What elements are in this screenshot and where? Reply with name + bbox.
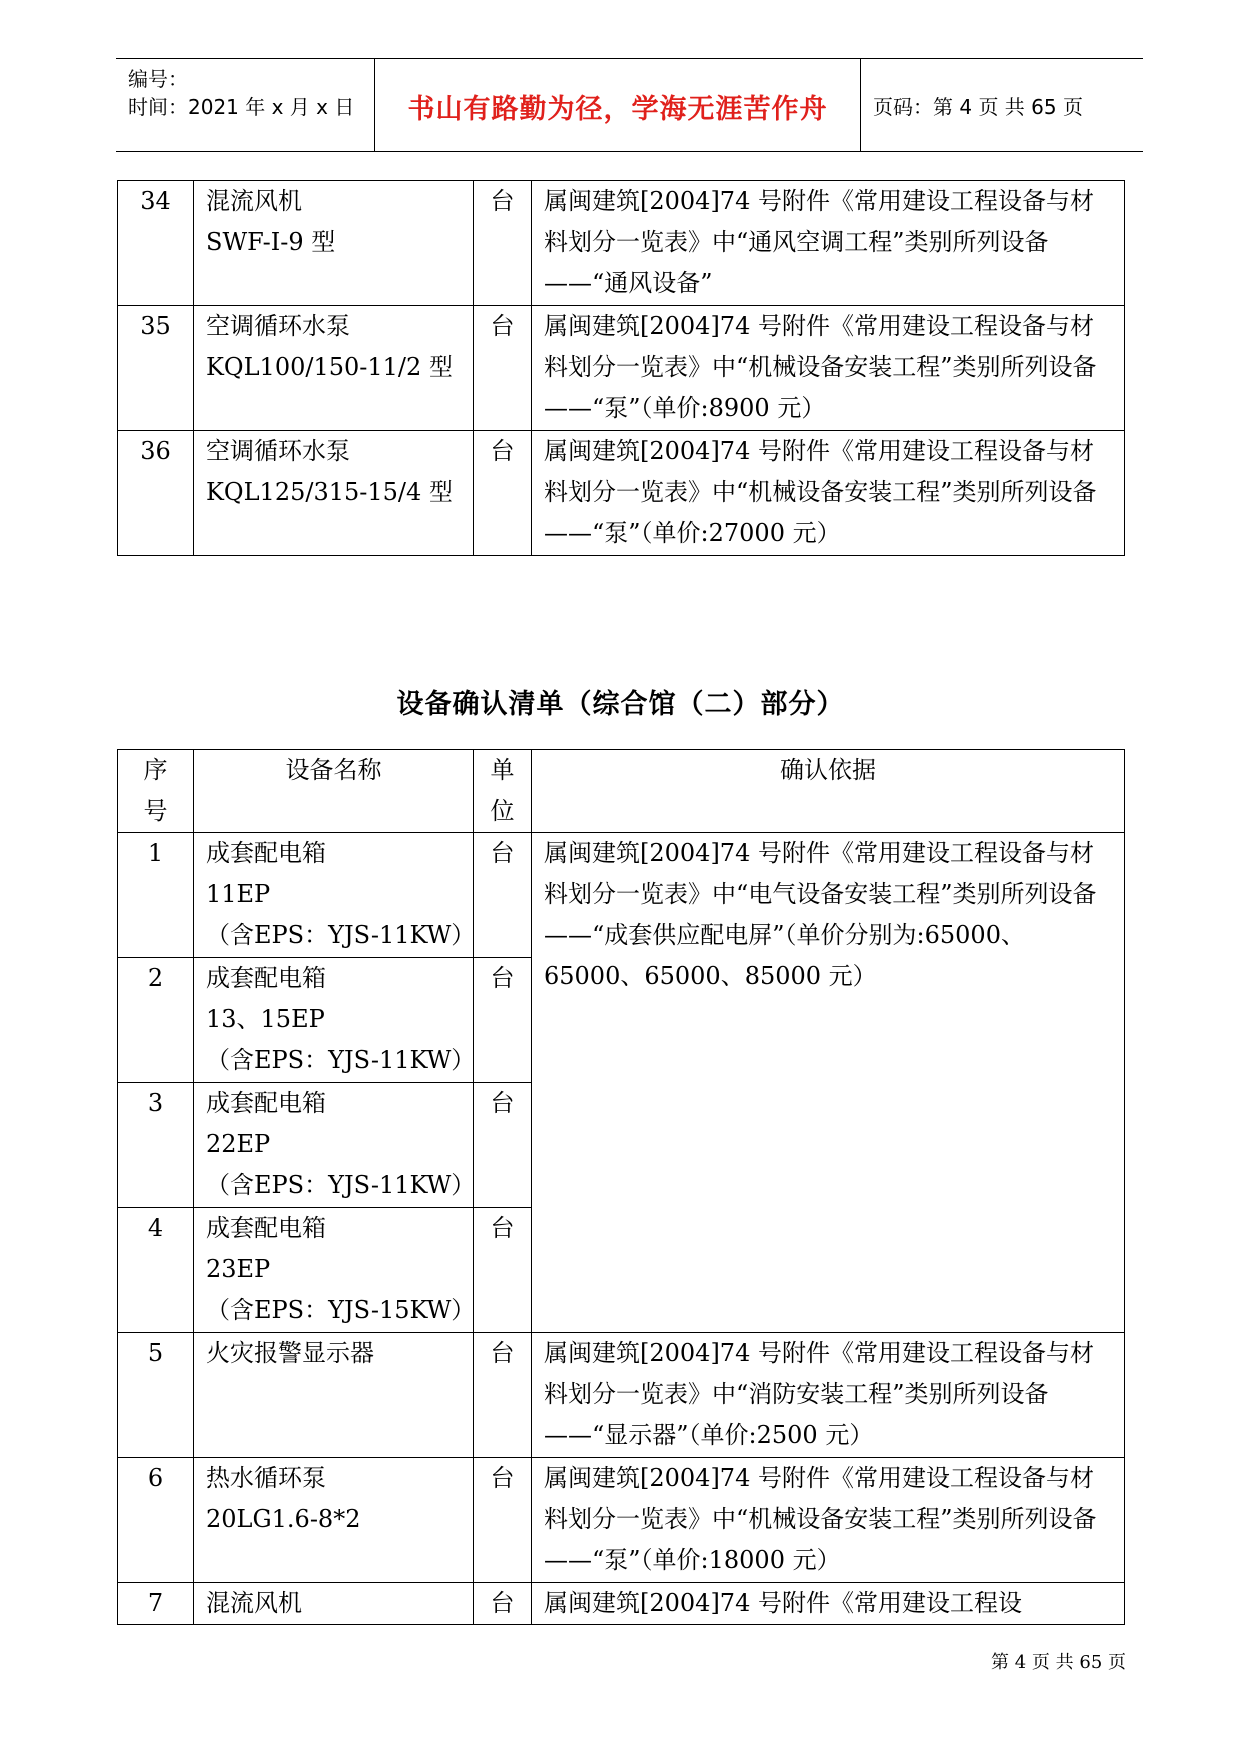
- header-motto-cell: [375, 59, 861, 151]
- row-number: 36: [118, 431, 194, 556]
- unit: 台: [474, 1208, 532, 1333]
- equipment-name: 混流风机: [194, 1583, 474, 1625]
- header-unit: 单 位: [474, 750, 532, 833]
- unit: 台: [474, 1458, 532, 1583]
- page-header: [116, 58, 1143, 152]
- row-number: 2: [118, 958, 194, 1083]
- row-number: 34: [118, 181, 194, 306]
- unit: 台: [474, 1583, 532, 1625]
- page-label: 页码：第 4 页 共 65 页: [873, 95, 1083, 119]
- unit: 台: [474, 431, 532, 556]
- basis: 属闽建筑[2004]74 号附件《常用建设工程设: [532, 1583, 1125, 1625]
- equipment-name: 混流风机 SWF-I-9 型: [194, 181, 474, 306]
- equipment-name: 成套配电箱 22EP （含EPS：YJS-11KW）: [194, 1083, 474, 1208]
- row-number: 4: [118, 1208, 194, 1333]
- unit: 台: [474, 833, 532, 958]
- equipment-name: 空调循环水泵 KQL100/150-11/2 型: [194, 306, 474, 431]
- table-row: [118, 306, 1125, 431]
- header-meta-cell: [116, 59, 375, 151]
- row-number: 6: [118, 1458, 194, 1583]
- header-equipment-name: 设备名称: [194, 750, 474, 833]
- header-basis: 确认依据: [532, 750, 1125, 833]
- top-equipment-table: [117, 180, 1125, 556]
- table-row: [118, 1333, 1125, 1458]
- section-title: 设备确认清单（综合馆（二）部分）: [396, 689, 845, 720]
- table-row: [118, 1458, 1125, 1583]
- unit: 台: [474, 1333, 532, 1458]
- basis: 属闽建筑[2004]74 号附件《常用建设工程设备与材料划分一览表》中“通风空调工程”类别所列设备——“通风设备”: [532, 181, 1125, 306]
- equipment-name: 热水循环泵 20LG1.6-8*2: [194, 1458, 474, 1583]
- equipment-name: 成套配电箱 23EP （含EPS：YJS-15KW）: [194, 1208, 474, 1333]
- time-label: 时间：2021 年 x 月 x 日: [128, 95, 355, 119]
- header-number: 序 号: [118, 750, 194, 833]
- row-number: 7: [118, 1583, 194, 1625]
- row-number: 5: [118, 1333, 194, 1458]
- basis: 属闽建筑[2004]74 号附件《常用建设工程设备与材料划分一览表》中“机械设备安装工程”类别所列设备——“泵”（单价:27000 元）: [532, 431, 1125, 556]
- page-footer: 第 4 页 共 65 页: [991, 1652, 1126, 1673]
- table-row: [118, 833, 1125, 958]
- basis: 属闽建筑[2004]74 号附件《常用建设工程设备与材料划分一览表》中“机械设备安装工程”类别所列设备——“泵”（单价:18000 元）: [532, 1458, 1125, 1583]
- basis: 属闽建筑[2004]74 号附件《常用建设工程设备与材料划分一览表》中“消防安装工程”类别所列设备——“显示器”（单价:2500 元）: [532, 1333, 1125, 1458]
- motto: 书山有路勤为径，学海无涯苦作舟: [407, 94, 828, 125]
- row-number: 35: [118, 306, 194, 431]
- table-row: [118, 181, 1125, 306]
- unit: 台: [474, 181, 532, 306]
- basis: 属闽建筑[2004]74 号附件《常用建设工程设备与材料划分一览表》中“机械设备安装工程”类别所列设备——“泵”（单价:8900 元）: [532, 306, 1125, 431]
- unit: 台: [474, 1083, 532, 1208]
- unit: 台: [474, 306, 532, 431]
- equipment-confirmation-table: [117, 749, 1125, 1625]
- unit: 台: [474, 958, 532, 1083]
- merged-basis: 属闽建筑[2004]74 号附件《常用建设工程设备与材料划分一览表》中“电气设备安装工程”类别所列设备——“成套供应配电屏”（单价分别为:65000、65000、65000、85000 元）: [532, 833, 1125, 1333]
- table-row: [118, 431, 1125, 556]
- equipment-name: 火灾报警显示器: [194, 1333, 474, 1458]
- code-label: 编号：: [128, 67, 188, 91]
- header-page-cell: [861, 59, 1143, 151]
- table-header-row: [118, 750, 1125, 833]
- row-number: 1: [118, 833, 194, 958]
- equipment-name: 成套配电箱 13、15EP （含EPS：YJS-11KW）: [194, 958, 474, 1083]
- equipment-name: 空调循环水泵 KQL125/315-15/4 型: [194, 431, 474, 556]
- table-row: [118, 1583, 1125, 1625]
- row-number: 3: [118, 1083, 194, 1208]
- equipment-name: 成套配电箱 11EP （含EPS：YJS-11KW）: [194, 833, 474, 958]
